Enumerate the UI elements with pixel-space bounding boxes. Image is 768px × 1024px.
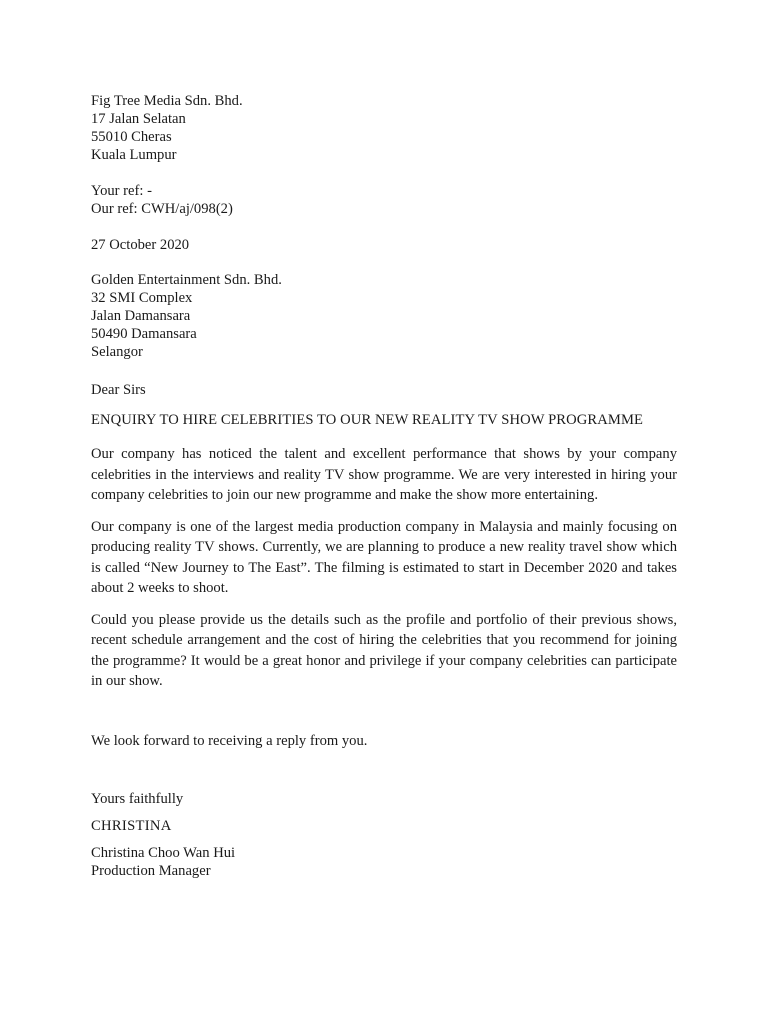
- recipient-company: Golden Entertainment Sdn. Bhd.: [91, 272, 282, 288]
- signer-title: Production Manager: [91, 862, 211, 879]
- signature: CHRISTINA: [91, 817, 172, 834]
- salutation: Dear Sirs: [91, 382, 146, 398]
- reference-block: [91, 182, 677, 218]
- body-paragraph-3: Could you please provide us the details such as the profile and portfolio of their previous shows, recent schedule arrangement and the cost of hiring the celebrities that you recommend for joining the programme? It would be a great honor and privilege if your company celebrities can participate in our show.: [91, 611, 677, 689]
- signer-block: [91, 844, 677, 880]
- sender-postcode-city: 55010 Cheras: [91, 129, 172, 145]
- sender-state: Kuala Lumpur: [91, 147, 177, 163]
- letter-date: [91, 236, 677, 254]
- sender-address: [91, 92, 677, 164]
- subject-line: ENQUIRY TO HIRE CELEBRITIES TO OUR NEW REALITY TV SHOW PROGRAMME: [91, 412, 644, 428]
- closing-line: Yours faithfully: [91, 790, 184, 807]
- signer-name: Christina Choo Wan Hui: [91, 844, 236, 861]
- body-paragraph-1: Our company has noticed the talent and excellent performance that shows by your company celebrities in the interviews and reality TV show programme. We are very interested in hiring your company celebrities to join our new programme and make the show more entertaining.: [91, 446, 677, 503]
- date-text: 27 October 2020: [91, 237, 190, 253]
- recipient-address: [91, 271, 677, 361]
- recipient-state: Selangor: [91, 344, 143, 360]
- your-ref: Your ref: -: [91, 183, 152, 199]
- letter-page: [91, 92, 677, 880]
- recipient-postcode-city: 50490 Damansara: [91, 326, 197, 342]
- look-forward-line: We look forward to receiving a reply from you.: [91, 732, 368, 749]
- sender-street: 17 Jalan Selatan: [91, 111, 186, 127]
- our-ref: Our ref: CWH/aj/098(2): [91, 201, 233, 217]
- recipient-street: 32 SMI Complex: [91, 290, 193, 306]
- body-paragraph-2: Our company is one of the largest media production company in Malaysia and mainly focusing on producing reality TV shows. Currently, we are planning to produce a new reality travel show which is called “New Journey to The East”. The filming is estimated to start in December 2020 and takes about 2 weeks to shoot.: [91, 518, 677, 596]
- recipient-road: Jalan Damansara: [91, 308, 191, 324]
- sender-company: Fig Tree Media Sdn. Bhd.: [91, 93, 243, 109]
